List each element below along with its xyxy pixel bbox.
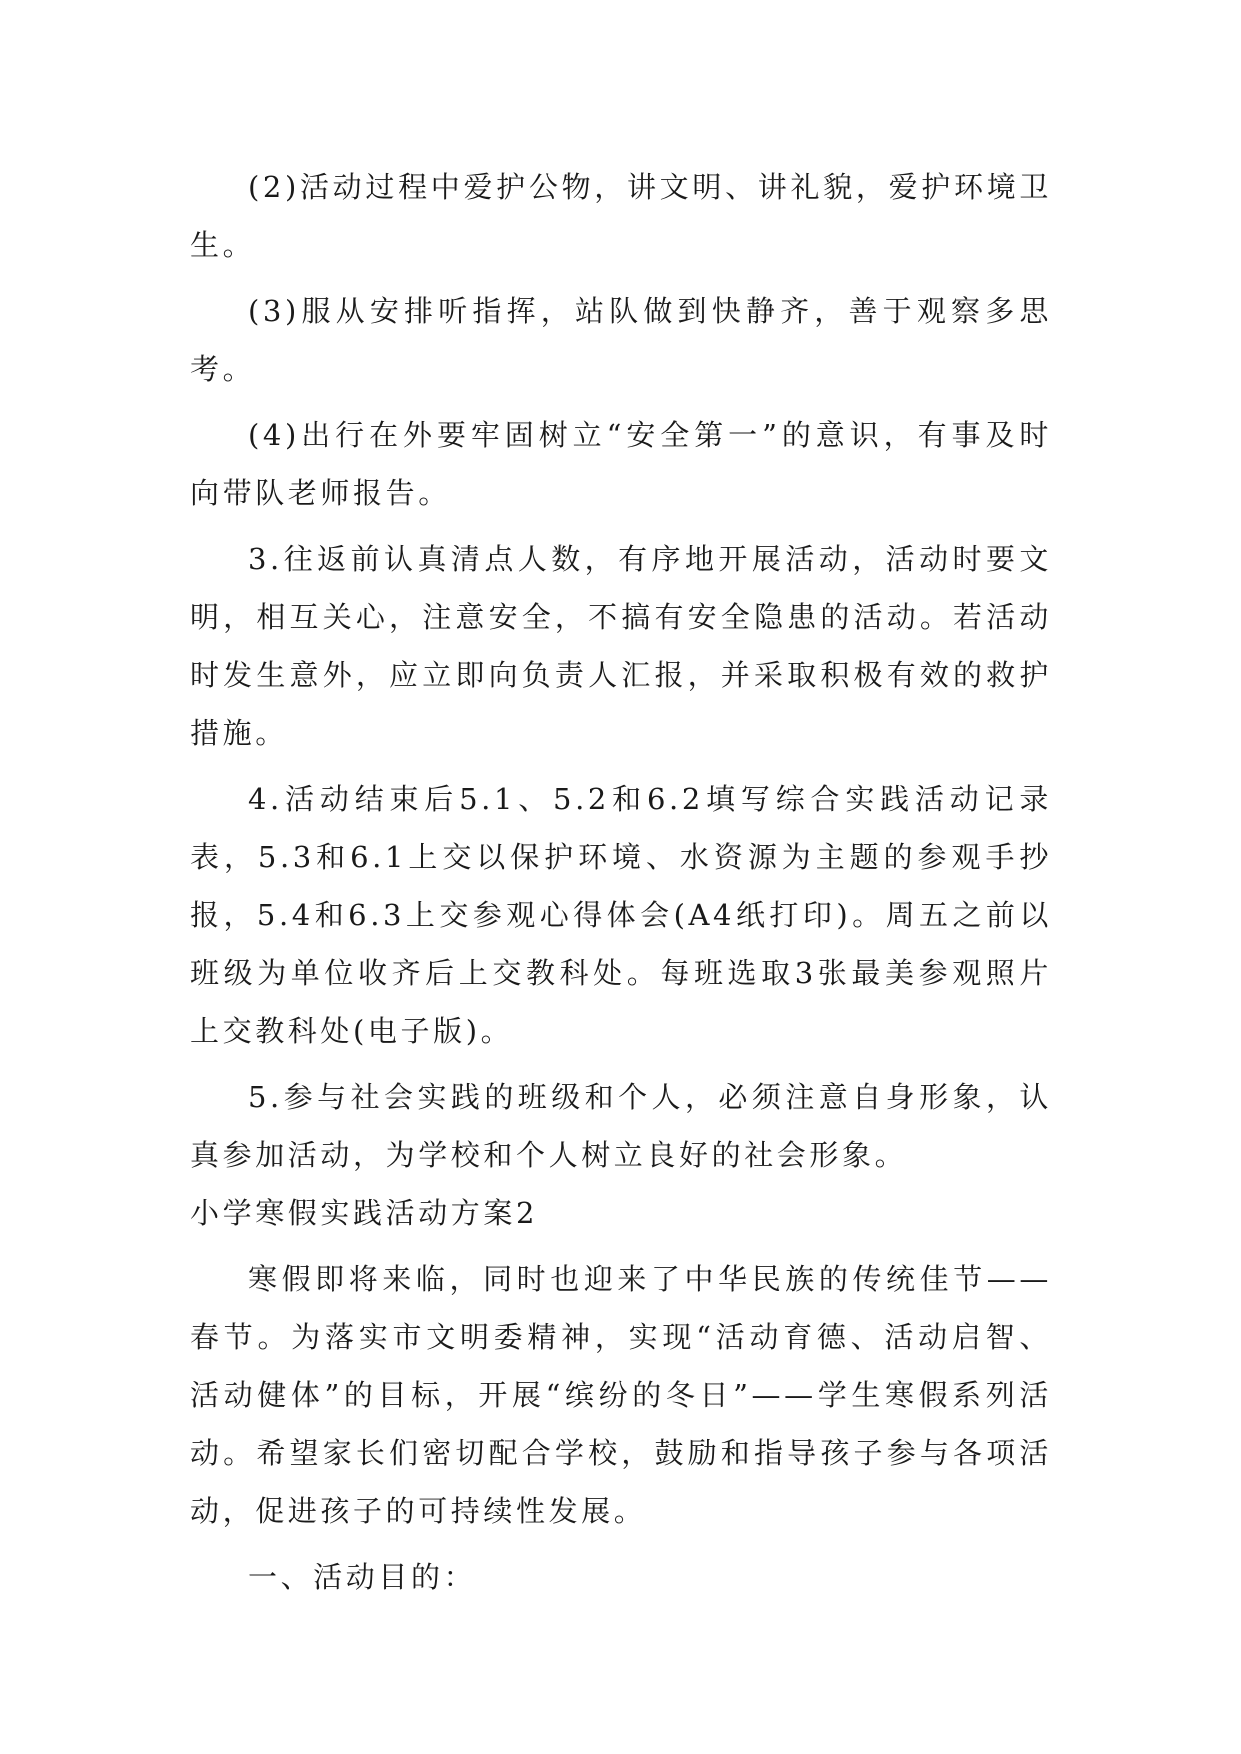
paragraph-section-4: 4.活动结束后5.1、5.2和6.2填写综合实践活动记录表，5.3和6.1上交以保护环境、水资源为主题的参观手抄报，5.4和6.3上交参观心得体会(A4纸打印)。周五之前以班级为单位收齐后上交教科处。每班选取3张最美参观照片上交教科处(电子版)。 [190, 782, 1052, 1048]
paragraph-section-5: 5.参与社会实践的班级和个人，必须注意自身形象，认真参加活动，为学校和个人树立良好的社会形象。 [190, 1080, 1052, 1172]
document-body [190, 158, 1052, 1606]
section-heading: 小学寒假实践活动方案2 [190, 1196, 539, 1230]
paragraph-spacer [190, 762, 1052, 770]
paragraph-spacer [190, 398, 1052, 406]
paragraph-item-3: (3)服从安排听指挥，站队做到快静齐，善于观察多思考。 [190, 294, 1052, 386]
paragraph-spacer [190, 522, 1052, 530]
paragraph-spacer [190, 1540, 1052, 1548]
paragraph-objective-title: 一、活动目的： [248, 1560, 477, 1594]
paragraph-spacer [190, 1060, 1052, 1068]
paragraph-spacer [190, 1242, 1052, 1250]
paragraph-intro: 寒假即将来临，同时也迎来了中华民族的传统佳节——春节。为落实市文明委精神，实现“活动育德、活动启智、活动健体”的目标，开展“缤纷的冬日”——学生寒假系列活动。希望家长们密切配合学校，鼓励和指导孩子参与各项活动，促进孩子的可持续性发展。 [190, 1262, 1052, 1528]
paragraph-item-2: (2)活动过程中爱护公物，讲文明、讲礼貌，爱护环境卫生。 [190, 170, 1052, 262]
paragraph-spacer [190, 274, 1052, 282]
paragraph-item-4: (4)出行在外要牢固树立“安全第一”的意识，有事及时向带队老师报告。 [190, 418, 1052, 510]
paragraph-section-3: 3.往返前认真清点人数，有序地开展活动，活动时要文明，相互关心，注意安全，不搞有安全隐患的活动。若活动时发生意外，应立即向负责人汇报，并采取积极有效的救护措施。 [190, 542, 1052, 750]
